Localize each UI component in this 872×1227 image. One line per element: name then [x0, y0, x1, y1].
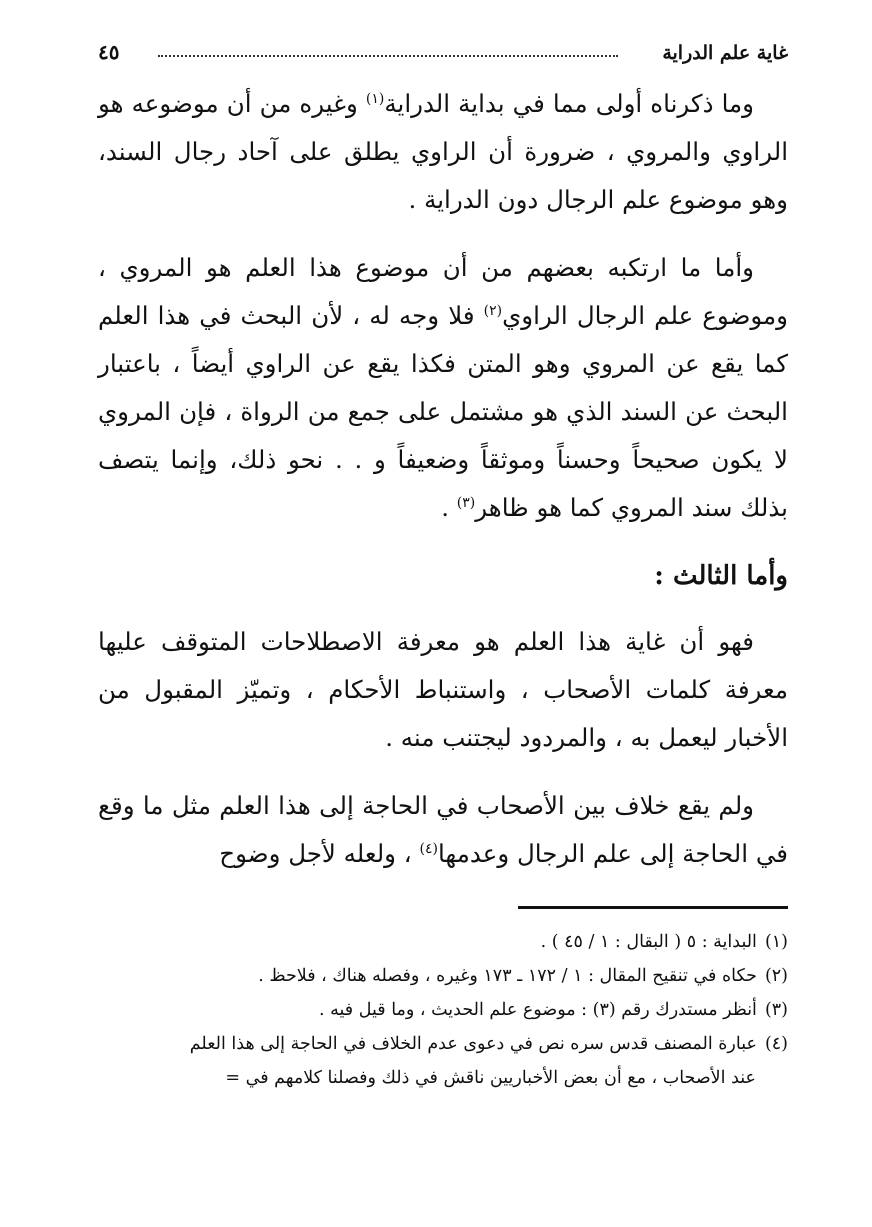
paragraph-1: [98, 80, 788, 224]
section-heading: وأما الثالث :: [654, 561, 788, 591]
footnote-ref-4: (٤): [419, 840, 438, 857]
footnote-4-text: عبارة المصنف قدس سره نص في دعوى عدم الخلاف في الحاجة إلى هذا العلم: [189, 1034, 757, 1054]
footnote-1-number: (١): [764, 932, 788, 952]
footnote-3-number: (٣): [764, 1000, 788, 1020]
footnotes: [60, 926, 788, 1096]
footnote-ref-3: (٣): [456, 494, 476, 511]
paragraph-2-text-a: وأما ما ارتكبه بعضهم من أن موضوع هذا العلم هو المروي ، وموضوع علم الرجال الراوي: [98, 253, 788, 330]
paragraph-2: [98, 244, 788, 532]
running-header: [98, 30, 788, 64]
footnote-1-text: البداية : ٥ ( البقال : ١ / ٤٥ ) .: [540, 932, 757, 952]
footnote-3: [60, 994, 788, 1026]
paragraph-3-text: فهو أن غاية هذا العلم هو معرفة الاصطلاحات المتوقف عليها معرفة كلمات الأصحاب ، واستنباط الأحكام ، وتميّز المقبول من الأخبار ليعمل به ، والمردود ليجتنب منه .: [98, 627, 788, 752]
paragraph-1-text-b: وغيره من أن موضوعه هو الراوي والمروي ، ضرورة أن الراوي يطلق على آحاد رجال السند، وهو موضوع علم الرجال دون الدراية .: [98, 89, 788, 214]
paragraph-4-text-a: ولم يقع خلاف بين الأصحاب في الحاجة إلى هذا العلم مثل ما وقع في الحاجة إلى علم الرجال وعدمها: [98, 791, 788, 868]
footnote-3-text: أنظر مستدرك رقم (٣) : موضوع علم الحديث ، وما قيل فيه .: [319, 1000, 757, 1020]
footnote-4: [60, 1028, 788, 1060]
paragraph-1-text-a: وما ذكرناه أولى مما في بداية الدراية: [384, 89, 754, 118]
footnote-2-text: حكاه في تنقيح المقال : ١ / ١٧٢ ـ ١٧٣ وغيره ، وفصله هناك ، فلاحظ .: [258, 966, 757, 986]
footnote-4-continuation: عند الأصحاب ، مع أن بعض الأخباريين ناقش في ذلك وفصلنا كلامهم في =: [225, 1068, 756, 1088]
footnote-ref-2: (٢): [483, 302, 503, 319]
footnote-2: [60, 960, 788, 992]
paragraph-3: [98, 618, 788, 762]
paragraph-4: [98, 782, 788, 878]
paragraph-2-text-c: .: [441, 493, 457, 522]
book-page: [98, 30, 788, 898]
paragraph-4-text-b: ، ولعله لأجل وضوح: [219, 839, 420, 868]
paragraph-2-text-b: فلا وجه له ، لأن البحث في هذا العلم كما يقع عن المروي وهو المتن فكذا يقع عن الراوي أيضاً ، باعتبار البحث عن السند الذي هو مشتمل على جمع من الرواة ، فإن المروي لا يكون صحيحاً وحسناً وموثقاً وضعيفاً و . . نحو ذلك، وإنما يتصف بذلك سند المروي كما هو ظاهر: [98, 301, 788, 522]
footnote-2-number: (٢): [764, 966, 788, 986]
footnote-1: [60, 926, 788, 958]
header-dotted-leader: [158, 55, 618, 57]
header-title: غاية علم الدراية: [654, 42, 788, 64]
footnote-ref-1: (١): [365, 90, 385, 107]
footnote-4-number: (٤): [764, 1034, 788, 1054]
footnote-separator: [518, 906, 788, 909]
main-text: [98, 80, 788, 878]
page-number: ٤٥: [98, 40, 127, 64]
